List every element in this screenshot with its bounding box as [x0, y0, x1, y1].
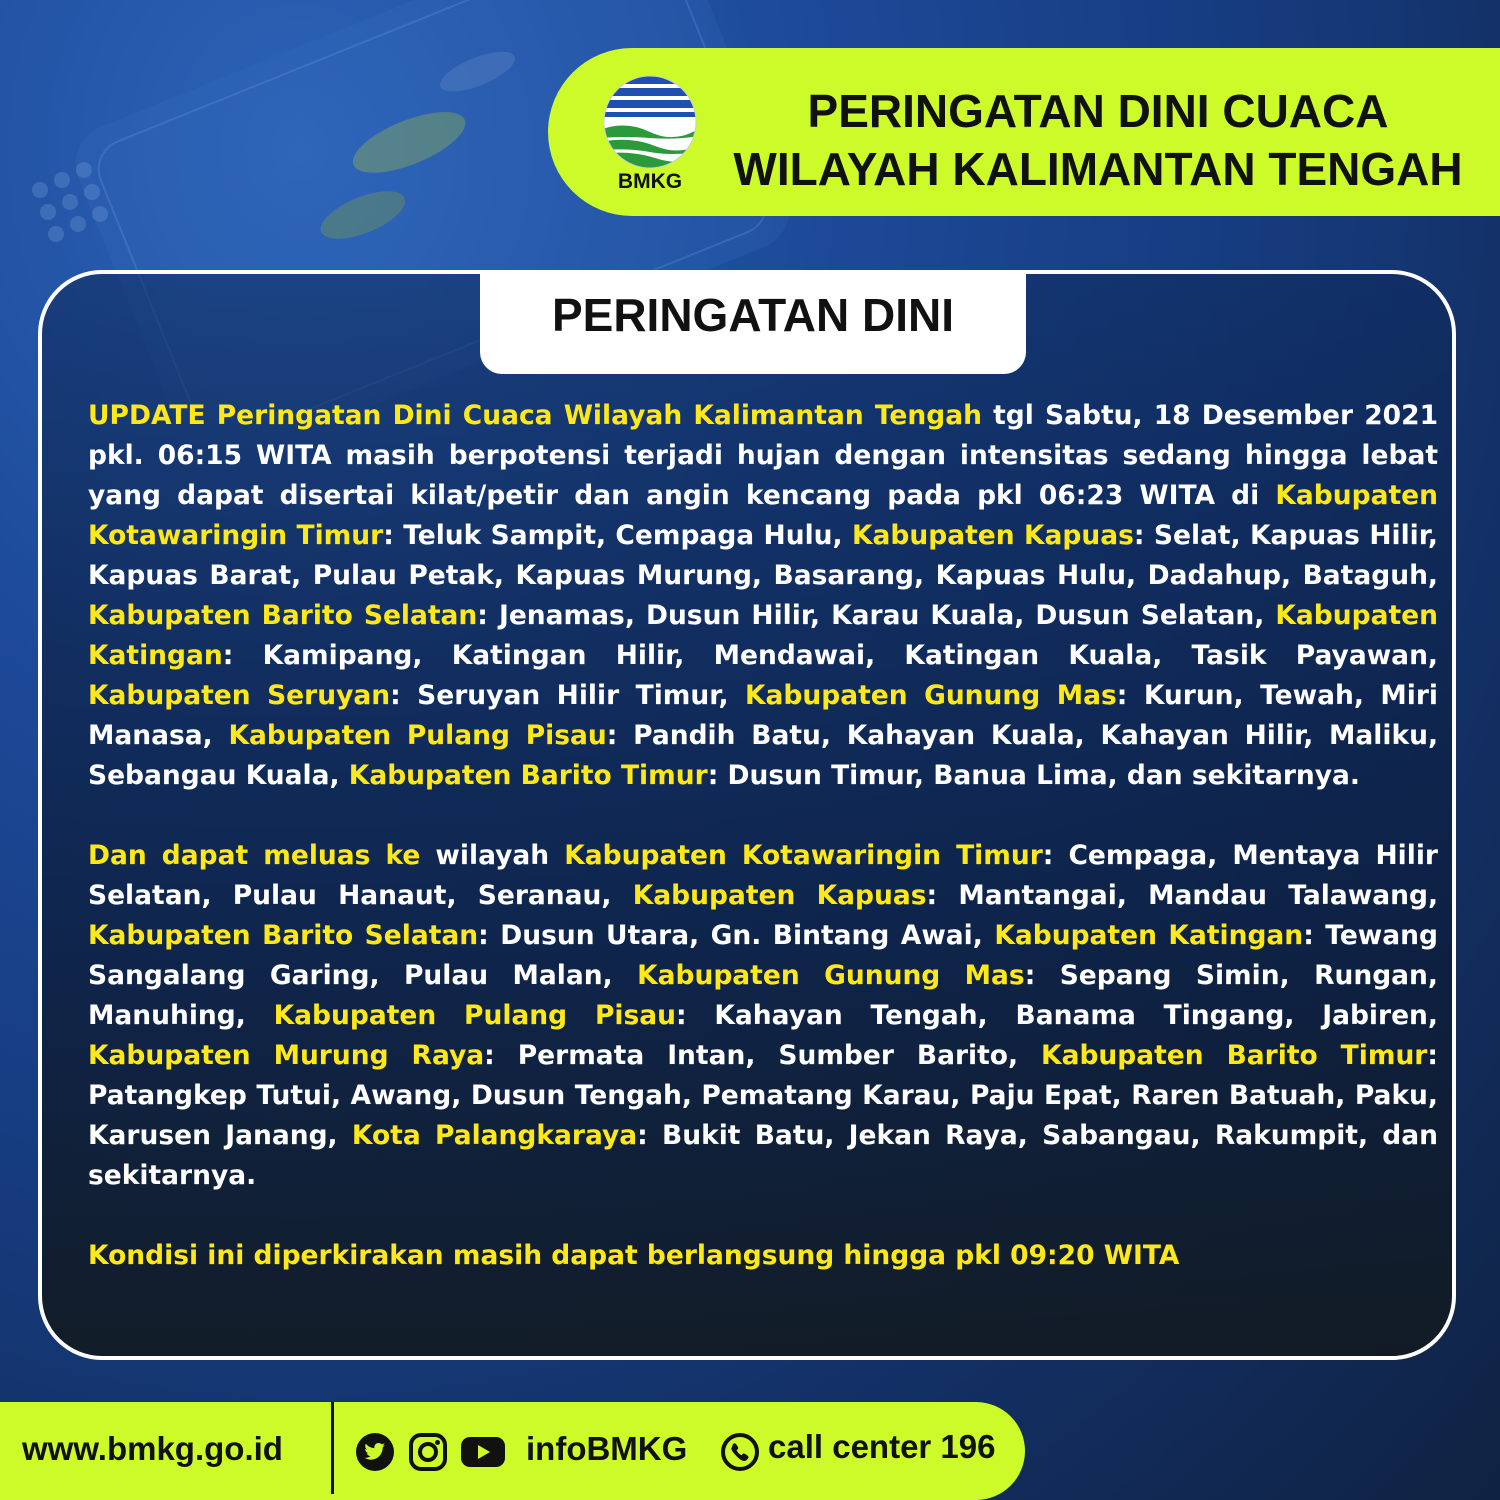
bmkg-logo-icon: [600, 74, 700, 170]
highlighted-text: Dan dapat meluas ke: [88, 840, 421, 871]
highlighted-text: Kabupaten Murung Raya: [88, 1040, 485, 1071]
website-link[interactable]: www.bmkg.go.id: [22, 1430, 283, 1467]
body-text: tgl Sabtu, 18 Desember 2021 pkl. 06:15 WITA masih berpotensi terjadi hujan dengan intensitas sedang hingga lebat yang dapat disertai kilat/petir dan angin kencang pada pkl 06:23 WITA di: [88, 400, 1439, 511]
social-handle[interactable]: infoBMKG: [526, 1430, 688, 1467]
body-text: : Dusun Timur, Banua Lima, dan sekitarnya.: [707, 760, 1360, 791]
body-text: : Jenamas, Dusun Hilir, Karau Kuala, Dusun Selatan,: [477, 600, 1276, 631]
body-text: : Sepang Simin, Rungan, Manuhing,: [88, 960, 1438, 1031]
panel-tab: [480, 270, 1026, 374]
phone-icon: [720, 1432, 760, 1472]
highlighted-text: Kabupaten Gunung Mas: [637, 960, 1025, 991]
highlighted-text: Kabupaten Barito Timur: [1041, 1040, 1428, 1071]
youtube-icon[interactable]: [460, 1432, 506, 1472]
highlighted-text: Kabupaten Barito Selatan: [88, 920, 479, 951]
header-title-line1: PERINGATAN DINI CUACA: [807, 85, 1389, 137]
highlighted-text: Kondisi ini diperkirakan masih dapat berlangsung hingga pkl 09:20 WITA: [88, 1240, 1180, 1271]
highlighted-text: Kabupaten Barito Timur: [348, 760, 708, 791]
highlighted-text: Kota Palangkaraya: [351, 1120, 638, 1151]
body-text: : Teluk Sampit, Cempaga Hulu,: [383, 520, 852, 551]
highlighted-text: Kabupaten Katingan: [994, 920, 1304, 951]
header-title: [718, 82, 1478, 198]
body-text: wilayah: [420, 840, 565, 871]
body-text: : Dusun Utara, Gn. Bintang Awai,: [478, 920, 995, 951]
body-text: : Kahayan Tengah, Banama Tingang, Jabiren,: [675, 1000, 1438, 1031]
warning-text: [88, 396, 1438, 1276]
body-text: : Pandih Batu, Kahayan Kuala, Kahayan Hilir, Maliku, Sebangau Kuala,: [88, 720, 1439, 791]
warning-paragraph-1: [88, 396, 1438, 796]
highlighted-text: Kabupaten Barito Selatan: [88, 600, 478, 631]
body-text: : Selat, Kapuas Hilir, Kapuas Barat, Pulau Petak, Kapuas Murung, Basarang, Kapuas Hulu, Dadahup, Bataguh,: [88, 520, 1438, 591]
highlighted-text: Kabupaten Katingan: [88, 600, 1438, 671]
footer-divider: [331, 1402, 334, 1494]
body-text: : Permata Intan, Sumber Barito,: [484, 1040, 1042, 1071]
call-center-number[interactable]: call center 196: [768, 1428, 996, 1465]
body-text: : Mantangai, Mandau Talawang,: [926, 880, 1439, 911]
highlighted-text: Kabupaten Kapuas: [632, 880, 927, 911]
warning-paragraph-2: [88, 836, 1438, 1196]
highlighted-text: Kabupaten Kotawaringin Timur: [564, 840, 1043, 871]
highlighted-text: UPDATE Peringatan Dini Cuaca Wilayah Kalimantan Tengah: [88, 400, 982, 431]
body-text: : Kurun, Tewah, Miri Manasa,: [88, 680, 1438, 751]
body-text: : Kamipang, Katingan Hilir, Mendawai, Katingan Kuala, Tasik Payawan,: [222, 640, 1438, 671]
bmkg-logo: [600, 74, 700, 192]
body-text: : Patangkep Tutui, Awang, Dusun Tengah, Pematang Karau, Paju Epat, Raren Batuah, Paku, Karusen Janang,: [88, 1040, 1438, 1151]
highlighted-text: Kabupaten Seruyan: [88, 680, 391, 711]
highlighted-text: Kabupaten Kotawaringin Timur: [88, 480, 1438, 551]
highlighted-text: Kabupaten Gunung Mas: [744, 680, 1117, 711]
instagram-icon[interactable]: [408, 1432, 448, 1472]
body-text: : Cempaga, Mentaya Hilir Selatan, Pulau Hanaut, Seranau,: [88, 840, 1438, 911]
body-text: : Seruyan Hilir Timur,: [390, 680, 745, 711]
panel-title: PERINGATAN DINI: [551, 289, 955, 341]
highlighted-text: Kabupaten Pulang Pisau: [273, 1000, 676, 1031]
highlighted-text: Kabupaten Kapuas: [852, 520, 1134, 551]
header-banner: [548, 48, 1500, 216]
body-text: : Tewang Sangalang Garing, Pulau Malan,: [88, 920, 1438, 991]
header-title-line2: WILAYAH KALIMANTAN TENGAH: [733, 143, 1463, 195]
body-text: : Bukit Batu, Jekan Raya, Sabangau, Rakumpit, dan sekitarnya.: [88, 1120, 1438, 1191]
twitter-icon[interactable]: [355, 1432, 395, 1472]
highlighted-text: Kabupaten Pulang Pisau: [228, 720, 607, 751]
footer-bar: [0, 1402, 1025, 1500]
warning-paragraph-3: [88, 1236, 1438, 1276]
logo-label: BMKG: [617, 170, 683, 193]
